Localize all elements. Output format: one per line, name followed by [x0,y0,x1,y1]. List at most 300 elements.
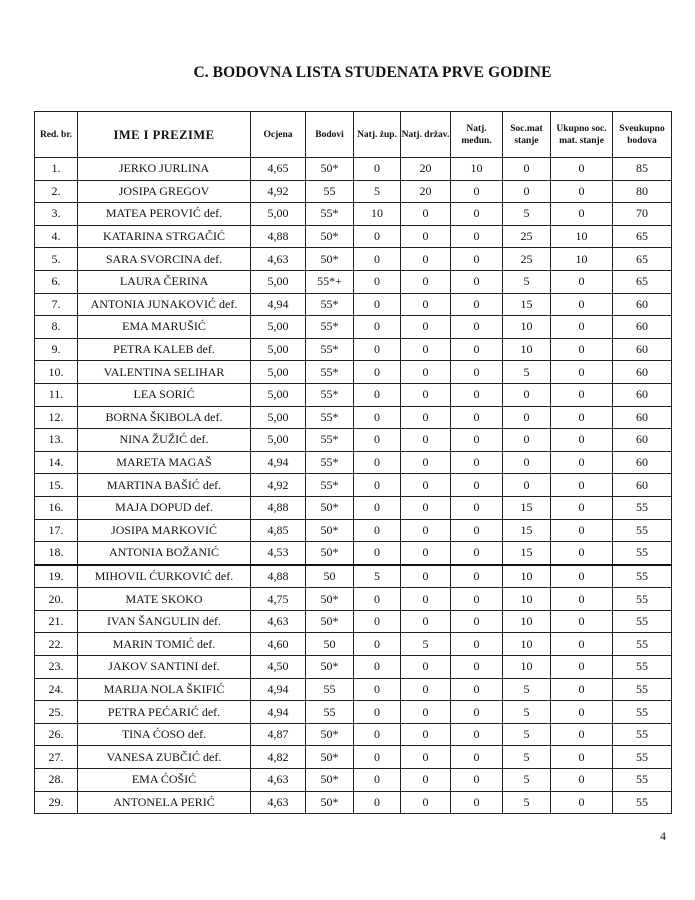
cell-zup: 0 [354,248,401,271]
cell-sve: 70 [613,203,672,226]
cell-ocjena: 5,00 [251,338,306,361]
cell-zup: 0 [354,474,401,497]
cell-drzav: 20 [401,180,451,203]
table-row [35,542,672,565]
header-ime: IME I PREZIME [78,112,251,158]
cell-medun: 10 [451,158,503,181]
cell-bodovi: 55* [306,361,354,384]
cell-zup: 0 [354,270,401,293]
cell-medun: 0 [451,248,503,271]
cell-zup: 0 [354,723,401,746]
cell-sve: 60 [613,383,672,406]
cell-drzav: 0 [401,791,451,814]
table-row [35,723,672,746]
cell-rb: 2. [35,180,78,203]
cell-rb: 27. [35,746,78,769]
cell-drzav: 0 [401,316,451,339]
cell-ime: KATARINA STRGAČIĆ [78,225,251,248]
cell-drzav: 0 [401,746,451,769]
cell-ocjena: 4,87 [251,723,306,746]
cell-ime: VANESA ZUBČIĆ def. [78,746,251,769]
cell-soc: 10 [503,588,551,611]
cell-sve: 55 [613,656,672,679]
cell-drzav: 0 [401,429,451,452]
cell-uk: 0 [551,723,613,746]
cell-medun: 0 [451,338,503,361]
cell-medun: 0 [451,270,503,293]
cell-uk: 0 [551,180,613,203]
cell-ocjena: 4,94 [251,678,306,701]
cell-rb: 18. [35,542,78,565]
cell-drzav: 20 [401,158,451,181]
cell-rb: 12. [35,406,78,429]
cell-bodovi: 55* [306,451,354,474]
cell-rb: 8. [35,316,78,339]
cell-drzav: 0 [401,723,451,746]
table-row [35,769,672,792]
cell-zup: 0 [354,293,401,316]
cell-ime: NINA ŽUŽIĆ def. [78,429,251,452]
header-sveukupno: Sveukupno bodova [613,112,672,158]
cell-drzav: 0 [401,383,451,406]
table-header-row [35,112,672,158]
cell-bodovi: 55* [306,429,354,452]
cell-ocjena: 4,63 [251,248,306,271]
cell-sve: 60 [613,406,672,429]
cell-sve: 60 [613,361,672,384]
header-ocjena: Ocjena [251,112,306,158]
cell-sve: 60 [613,429,672,452]
cell-bodovi: 55* [306,383,354,406]
cell-soc: 5 [503,678,551,701]
cell-ocjena: 4,60 [251,633,306,656]
cell-medun: 0 [451,610,503,633]
cell-rb: 14. [35,451,78,474]
cell-ime: SARA SVORCINA def. [78,248,251,271]
cell-soc: 10 [503,316,551,339]
cell-ocjena: 4,63 [251,769,306,792]
cell-sve: 80 [613,180,672,203]
cell-uk: 0 [551,610,613,633]
cell-uk: 0 [551,270,613,293]
header-natj-zup: Natj. žup. [354,112,401,158]
cell-zup: 0 [354,519,401,542]
cell-drzav: 0 [401,610,451,633]
cell-zup: 0 [354,225,401,248]
cell-drzav: 0 [401,519,451,542]
cell-rb: 20. [35,588,78,611]
cell-drzav: 0 [401,656,451,679]
cell-bodovi: 50* [306,248,354,271]
cell-soc: 5 [503,723,551,746]
cell-zup: 0 [354,610,401,633]
cell-ime: IVAN ŠANGULIN def. [78,610,251,633]
cell-sve: 60 [613,474,672,497]
cell-bodovi: 55 [306,180,354,203]
cell-medun: 0 [451,180,503,203]
cell-ime: MIHOVIL ĆURKOVIĆ def. [78,565,251,588]
cell-bodovi: 55* [306,406,354,429]
cell-soc: 0 [503,474,551,497]
cell-uk: 0 [551,203,613,226]
cell-ocjena: 4,53 [251,542,306,565]
cell-bodovi: 50* [306,769,354,792]
header-ukupno-soc: Ukupno soc. mat. stanje [551,112,613,158]
cell-ime: JOSIPA MARKOVIĆ [78,519,251,542]
table-row [35,701,672,724]
cell-ime: TINA ĆOSO def. [78,723,251,746]
cell-uk: 0 [551,361,613,384]
cell-ime: ANTONIA JUNAKOVIĆ def. [78,293,251,316]
cell-zup: 0 [354,451,401,474]
cell-rb: 7. [35,293,78,316]
table-row [35,588,672,611]
cell-drzav: 5 [401,633,451,656]
cell-sve: 60 [613,316,672,339]
cell-zup: 5 [354,180,401,203]
cell-bodovi: 50* [306,610,354,633]
cell-sve: 55 [613,791,672,814]
cell-ime: PETRA KALEB def. [78,338,251,361]
cell-medun: 0 [451,723,503,746]
cell-zup: 0 [354,361,401,384]
table-row [35,565,672,588]
cell-drzav: 0 [401,248,451,271]
cell-sve: 55 [613,746,672,769]
cell-ime: ANTONIA BOŽANIĆ [78,542,251,565]
cell-bodovi: 50 [306,633,354,656]
cell-ocjena: 4,82 [251,746,306,769]
cell-medun: 0 [451,429,503,452]
table-row [35,361,672,384]
cell-uk: 0 [551,474,613,497]
cell-medun: 0 [451,769,503,792]
table-row [35,791,672,814]
cell-uk: 0 [551,519,613,542]
table-row [35,496,672,519]
cell-rb: 21. [35,610,78,633]
cell-soc: 25 [503,225,551,248]
cell-ocjena: 5,00 [251,406,306,429]
cell-drzav: 0 [401,565,451,588]
cell-zup: 5 [354,565,401,588]
table-row [35,203,672,226]
cell-bodovi: 50* [306,791,354,814]
cell-soc: 0 [503,429,551,452]
cell-zup: 0 [354,746,401,769]
cell-rb: 1. [35,158,78,181]
cell-uk: 0 [551,406,613,429]
header-red-br: Red. br. [35,112,78,158]
cell-zup: 0 [354,496,401,519]
cell-sve: 60 [613,451,672,474]
cell-rb: 29. [35,791,78,814]
cell-soc: 0 [503,451,551,474]
cell-soc: 5 [503,701,551,724]
cell-rb: 22. [35,633,78,656]
cell-soc: 15 [503,542,551,565]
cell-medun: 0 [451,451,503,474]
cell-zup: 0 [354,588,401,611]
cell-ime: JERKO JURLINA [78,158,251,181]
cell-rb: 11. [35,383,78,406]
cell-soc: 10 [503,565,551,588]
cell-sve: 55 [613,542,672,565]
cell-uk: 0 [551,701,613,724]
cell-ocjena: 4,63 [251,791,306,814]
cell-rb: 23. [35,656,78,679]
cell-bodovi: 50* [306,723,354,746]
cell-ime: EMA ĆOŠIĆ [78,769,251,792]
cell-rb: 6. [35,270,78,293]
cell-ocjena: 5,00 [251,270,306,293]
cell-bodovi: 55* [306,474,354,497]
cell-medun: 0 [451,746,503,769]
cell-zup: 0 [354,338,401,361]
cell-zup: 0 [354,429,401,452]
cell-zup: 0 [354,633,401,656]
cell-sve: 65 [613,270,672,293]
cell-soc: 10 [503,656,551,679]
cell-uk: 0 [551,451,613,474]
cell-sve: 55 [613,610,672,633]
cell-soc: 15 [503,519,551,542]
cell-uk: 10 [551,225,613,248]
cell-drzav: 0 [401,451,451,474]
cell-sve: 55 [613,769,672,792]
cell-uk: 0 [551,383,613,406]
table-row [35,633,672,656]
cell-drzav: 0 [401,270,451,293]
cell-medun: 0 [451,678,503,701]
cell-sve: 60 [613,293,672,316]
cell-uk: 0 [551,429,613,452]
cell-drzav: 0 [401,542,451,565]
cell-soc: 10 [503,633,551,656]
cell-ime: MARETA MAGAŠ [78,451,251,474]
cell-rb: 26. [35,723,78,746]
cell-ocjena: 4,85 [251,519,306,542]
cell-sve: 85 [613,158,672,181]
cell-bodovi: 50 [306,565,354,588]
cell-uk: 0 [551,791,613,814]
cell-medun: 0 [451,701,503,724]
cell-rb: 24. [35,678,78,701]
cell-medun: 0 [451,225,503,248]
cell-bodovi: 55* [306,293,354,316]
cell-ocjena: 5,00 [251,316,306,339]
cell-soc: 0 [503,383,551,406]
cell-uk: 0 [551,565,613,588]
cell-bodovi: 50* [306,158,354,181]
table-row [35,678,672,701]
cell-soc: 0 [503,406,551,429]
cell-medun: 0 [451,565,503,588]
cell-uk: 0 [551,769,613,792]
cell-ocjena: 4,94 [251,293,306,316]
cell-uk: 0 [551,588,613,611]
table-row [35,158,672,181]
cell-zup: 0 [354,678,401,701]
cell-soc: 0 [503,180,551,203]
cell-drzav: 0 [401,769,451,792]
cell-ime: JAKOV SANTINI def. [78,656,251,679]
cell-uk: 0 [551,542,613,565]
cell-bodovi: 50* [306,656,354,679]
cell-zup: 0 [354,791,401,814]
header-bodovi: Bodovi [306,112,354,158]
cell-ocjena: 4,50 [251,656,306,679]
cell-zup: 0 [354,542,401,565]
cell-bodovi: 55 [306,701,354,724]
table-row [35,180,672,203]
cell-ocjena: 4,88 [251,496,306,519]
cell-bodovi: 55* [306,316,354,339]
header-natj-medun: Natj. međun. [451,112,503,158]
cell-ime: LAURA ČERINA [78,270,251,293]
cell-drzav: 0 [401,293,451,316]
cell-bodovi: 55*+ [306,270,354,293]
cell-rb: 3. [35,203,78,226]
cell-uk: 0 [551,656,613,679]
cell-drzav: 0 [401,406,451,429]
cell-ocjena: 4,94 [251,701,306,724]
table-row [35,519,672,542]
cell-ime: ANTONELA PERIĆ [78,791,251,814]
table-row [35,451,672,474]
cell-uk: 0 [551,338,613,361]
cell-sve: 65 [613,248,672,271]
cell-ime: MARTINA BAŠIĆ def. [78,474,251,497]
table-row [35,610,672,633]
cell-medun: 0 [451,791,503,814]
cell-drzav: 0 [401,701,451,724]
cell-rb: 10. [35,361,78,384]
table-body [35,158,672,814]
cell-bodovi: 50* [306,542,354,565]
table-row [35,746,672,769]
cell-drzav: 0 [401,474,451,497]
cell-medun: 0 [451,203,503,226]
cell-medun: 0 [451,474,503,497]
cell-uk: 0 [551,496,613,519]
cell-zup: 0 [354,316,401,339]
cell-sve: 55 [613,496,672,519]
cell-rb: 15. [35,474,78,497]
cell-sve: 55 [613,723,672,746]
cell-bodovi: 55* [306,203,354,226]
cell-rb: 16. [35,496,78,519]
cell-uk: 0 [551,158,613,181]
cell-rb: 17. [35,519,78,542]
cell-drzav: 0 [401,361,451,384]
cell-uk: 0 [551,746,613,769]
cell-drzav: 0 [401,338,451,361]
table-row [35,429,672,452]
cell-rb: 9. [35,338,78,361]
cell-ocjena: 4,88 [251,225,306,248]
cell-rb: 5. [35,248,78,271]
cell-soc: 15 [503,293,551,316]
cell-medun: 0 [451,588,503,611]
table-row [35,474,672,497]
cell-soc: 5 [503,769,551,792]
cell-ocjena: 5,00 [251,361,306,384]
cell-ocjena: 5,00 [251,383,306,406]
cell-ocjena: 4,63 [251,610,306,633]
cell-medun: 0 [451,519,503,542]
cell-ocjena: 5,00 [251,203,306,226]
table-row [35,270,672,293]
cell-drzav: 0 [401,225,451,248]
cell-bodovi: 50* [306,519,354,542]
ranking-table [34,111,672,814]
cell-soc: 15 [503,496,551,519]
table-row [35,248,672,271]
cell-medun: 0 [451,361,503,384]
cell-sve: 55 [613,633,672,656]
cell-ime: MATE SKOKO [78,588,251,611]
cell-uk: 0 [551,678,613,701]
cell-soc: 10 [503,610,551,633]
cell-ocjena: 4,88 [251,565,306,588]
cell-sve: 55 [613,678,672,701]
table-row [35,656,672,679]
table-row [35,383,672,406]
cell-ime: MATEA PEROVIĆ def. [78,203,251,226]
cell-drzav: 0 [401,678,451,701]
cell-zup: 0 [354,406,401,429]
cell-soc: 5 [503,203,551,226]
cell-ocjena: 4,92 [251,180,306,203]
cell-soc: 5 [503,791,551,814]
cell-bodovi: 50* [306,746,354,769]
cell-sve: 55 [613,588,672,611]
cell-medun: 0 [451,542,503,565]
cell-ocjena: 4,75 [251,588,306,611]
cell-ime: MAJA DOPUD def. [78,496,251,519]
cell-ocjena: 4,94 [251,451,306,474]
cell-rb: 4. [35,225,78,248]
cell-sve: 55 [613,701,672,724]
cell-bodovi: 55 [306,678,354,701]
cell-sve: 65 [613,225,672,248]
table-row [35,338,672,361]
cell-ime: VALENTINA SELIHAR [78,361,251,384]
cell-drzav: 0 [401,203,451,226]
cell-bodovi: 50* [306,225,354,248]
cell-bodovi: 50* [306,496,354,519]
cell-uk: 0 [551,293,613,316]
cell-rb: 28. [35,769,78,792]
cell-medun: 0 [451,633,503,656]
table-row [35,316,672,339]
table-row [35,225,672,248]
cell-zup: 0 [354,656,401,679]
cell-soc: 5 [503,361,551,384]
cell-soc: 5 [503,746,551,769]
cell-rb: 13. [35,429,78,452]
cell-ime: EMA MARUŠIĆ [78,316,251,339]
cell-drzav: 0 [401,496,451,519]
table-row [35,406,672,429]
cell-soc: 25 [503,248,551,271]
cell-rb: 19. [35,565,78,588]
cell-drzav: 0 [401,588,451,611]
cell-zup: 0 [354,158,401,181]
page-number: 4 [660,829,666,843]
cell-zup: 0 [354,701,401,724]
